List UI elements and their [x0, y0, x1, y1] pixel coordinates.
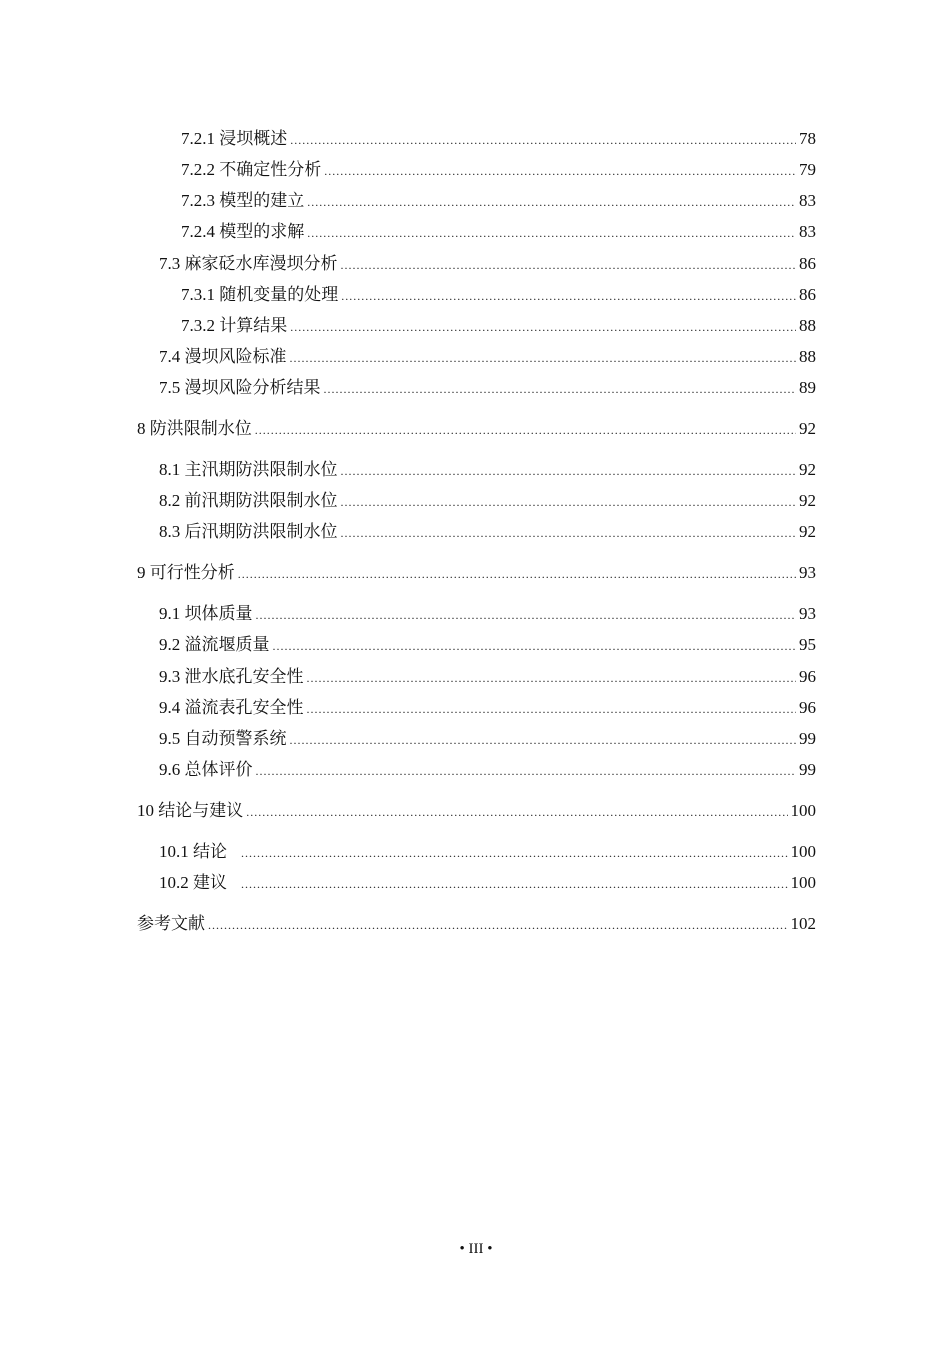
- toc-entry-label: 7.3.1 随机变量的处理: [181, 285, 339, 304]
- toc-dot-leader: [255, 418, 796, 442]
- toc-entry-label: 9.6 总体评价: [159, 760, 253, 779]
- toc-entry-9-5[interactable]: [159, 727, 816, 751]
- toc-dot-leader: [341, 490, 797, 514]
- toc-entry-page: 96: [799, 698, 816, 717]
- toc-entry-page: 93: [799, 563, 816, 582]
- toc-entry-8-2[interactable]: [159, 489, 816, 513]
- toc-entry-label: 7.4 漫坝风险标准: [159, 347, 287, 366]
- toc-entry-label: 8 防洪限制水位: [137, 419, 252, 438]
- toc-dot-leader: [324, 159, 796, 183]
- toc-entry-page: 79: [799, 160, 816, 179]
- page-number: • III •: [459, 1241, 493, 1257]
- toc-entry-10-1[interactable]: [159, 840, 816, 864]
- toc-entry-label: 9.4 溢流表孔安全性: [159, 698, 304, 717]
- toc-dot-leader: [307, 190, 796, 214]
- toc-dot-leader: [241, 872, 788, 896]
- toc-entry-10-2[interactable]: [159, 871, 816, 895]
- toc-entry-page: 83: [799, 191, 816, 210]
- toc-dot-leader: [241, 841, 788, 865]
- toc-entry-label: 7.2.1 浸坝概述: [181, 129, 288, 148]
- toc-entry-label: 9.5 自动预警系统: [159, 729, 287, 748]
- toc-dot-leader: [238, 562, 796, 586]
- toc-entry-7-2-3[interactable]: [181, 189, 816, 213]
- toc-dot-leader: [341, 284, 796, 308]
- toc-dot-leader: [208, 913, 788, 937]
- toc-entry-page: 96: [799, 667, 816, 686]
- toc-entry-9-1[interactable]: [159, 602, 816, 626]
- toc-entry-9-3[interactable]: [159, 665, 816, 689]
- toc-entry-label: 7.2.3 模型的建立: [181, 191, 305, 210]
- toc-entry-7-2-1[interactable]: [181, 127, 816, 151]
- toc-dot-leader: [341, 521, 797, 545]
- toc-entry-label: 10.2 建议: [159, 873, 227, 892]
- toc-entry-page: 92: [799, 491, 816, 510]
- toc-dot-leader: [290, 128, 796, 152]
- toc-dot-leader: [290, 315, 796, 339]
- toc-entry-label: 10.1 结论: [159, 842, 227, 861]
- toc-entry-page: 92: [799, 522, 816, 541]
- toc-entry-page: 95: [799, 635, 816, 654]
- toc-entry-page: 99: [799, 760, 816, 779]
- toc-entry-label: 7.2.4 模型的求解: [181, 222, 305, 241]
- toc-dot-leader: [324, 377, 797, 401]
- toc-dot-leader: [256, 603, 797, 627]
- toc-entry-9[interactable]: [137, 561, 816, 585]
- toc-dot-leader: [307, 666, 797, 690]
- toc-entry-9-2[interactable]: [159, 633, 816, 657]
- toc-entry-page: 100: [790, 801, 816, 820]
- toc-entry-7-2-2[interactable]: [181, 158, 816, 182]
- toc-entry-9-6[interactable]: [159, 758, 816, 782]
- toc-entry-page: 102: [790, 914, 816, 933]
- toc-entry-label: 8.2 前汛期防洪限制水位: [159, 491, 338, 510]
- toc-entry-page: 78: [799, 129, 816, 148]
- toc-entry-8-3[interactable]: [159, 520, 816, 544]
- toc-entry-8-1[interactable]: [159, 458, 816, 482]
- toc-entry-label: 8.3 后汛期防洪限制水位: [159, 522, 338, 541]
- toc-entry-label: 7.3.2 计算结果: [181, 316, 288, 335]
- toc-dot-leader: [290, 728, 797, 752]
- toc-entry-label: 9.2 溢流堰质量: [159, 635, 270, 654]
- toc-entry-page: 92: [799, 419, 816, 438]
- toc-entry-label: 7.2.2 不确定性分析: [181, 160, 322, 179]
- toc-entry-page: 88: [799, 316, 816, 335]
- toc-entry-7-4[interactable]: [159, 345, 816, 369]
- toc-entry-7-5[interactable]: [159, 376, 816, 400]
- toc-entry-page: 86: [799, 285, 816, 304]
- toc-entry-7-3-1[interactable]: [181, 283, 816, 307]
- toc-entry-page: 88: [799, 347, 816, 366]
- toc-entry-label: 9 可行性分析: [137, 563, 235, 582]
- toc-entry-7-2-4[interactable]: [181, 220, 816, 244]
- toc-entry-8[interactable]: [137, 417, 816, 441]
- toc-entry-label: 7.3 麻家砭水库漫坝分析: [159, 254, 338, 273]
- toc-entry-page: 89: [799, 378, 816, 397]
- toc-entry-page: 100: [790, 873, 816, 892]
- toc-dot-leader: [290, 346, 797, 370]
- toc-entry-page: 93: [799, 604, 816, 623]
- toc-entry-references[interactable]: [137, 912, 816, 936]
- toc-dot-leader: [307, 221, 796, 245]
- toc-entry-page: 100: [790, 842, 816, 861]
- toc-entry-9-4[interactable]: [159, 696, 816, 720]
- toc-entry-7-3[interactable]: [159, 252, 816, 276]
- toc-entry-page: 83: [799, 222, 816, 241]
- toc-entry-label: 10 结论与建议: [137, 801, 244, 820]
- toc-dot-leader: [341, 253, 797, 277]
- toc-dot-leader: [273, 634, 797, 658]
- toc-entry-page: 92: [799, 460, 816, 479]
- toc-dot-leader: [341, 459, 797, 483]
- toc-entry-7-3-2[interactable]: [181, 314, 816, 338]
- toc-dot-leader: [256, 759, 797, 783]
- toc-entry-label: 9.1 坝体质量: [159, 604, 253, 623]
- toc-entry-label: 参考文献: [137, 914, 205, 933]
- toc-entry-page: 99: [799, 729, 816, 748]
- toc-entry-label: 9.3 泄水底孔安全性: [159, 667, 304, 686]
- toc-entry-page: 86: [799, 254, 816, 273]
- toc-entry-10[interactable]: [137, 799, 816, 823]
- toc-dot-leader: [307, 697, 797, 721]
- toc-entry-label: 7.5 漫坝风险分析结果: [159, 378, 321, 397]
- toc-entry-label: 8.1 主汛期防洪限制水位: [159, 460, 338, 479]
- toc-dot-leader: [246, 800, 787, 824]
